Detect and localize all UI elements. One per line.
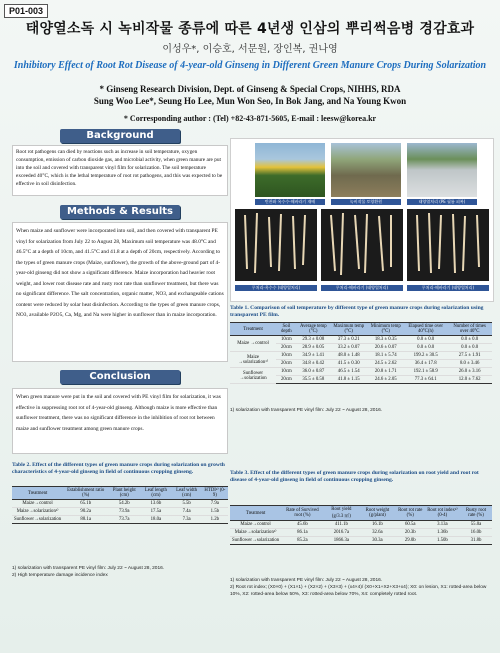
poster-id: P01-003 (4, 4, 48, 18)
photo-soil-incorporation (331, 143, 401, 197)
table2-header: Plant height (cm) (108, 487, 140, 500)
methods-text: When maize and sunflower were incorporated into soil, and then covered with transparent PE vinyl for solarization from July 22 to August 28, Maximum soil temperature was 48.0°C and 46.5°C at a depth of 10cm, and 41.5°C and 41.8 at a depth of 20cm, respectively. According to the types of green manure crops (Maize, sunflower), the growth of the above-ground part of 4-year-old ginseng did not show a significant difference. Maize incorporation had heavier root weight, and lower root disease rate and rusty root rate than sunflower treatment, but there was no significant difference. The salt concentration, organic matter, NO3, and exchangeable cations content were reduced by solar heat disinfection. According to the types of green manure crops, NO3, available P2O5, Ca, Mg, and Na were higher in sunflower than in maize incorporation. (12, 222, 228, 362)
roots-illustration-3 (407, 209, 489, 281)
table3-title: Table 3. Effect of the different types of green manure crops during solarization on root yield and root rot disease of 4-year-old ginseng in field of continuous cropping ginseng. (230, 470, 479, 484)
table3-note: 2) Root rot index; (X0×0) + (X1×1) + (X2×2) + (X3×3) + (x4×4)/ (X0+X1+X2+X3+x4); X0: on lesion, X1: rotted-area below 10%, X2: rotted-area below 50%, X3: rotted-area below 70%, X4: completely rotted root. (230, 584, 487, 597)
table1-note: 1) solarization with transparent PE vinyl film: July 22 ~ August 28, 2016. (230, 408, 383, 413)
table-row: Maize→control 65.1b 54.2b 13.6b 5.5b 7.9a (12, 500, 228, 508)
table-row: Maize →control 10cm 29.3 ± 0.08 37.3 ± 0.21 18.3 ± 0.35 0.0 ± 0.0 0.0 ± 0.0 (230, 336, 492, 344)
caption-bottom-1: 무처리-옥수수 (태양열처리) (235, 285, 317, 291)
table2-note: 2) High temperature damage incidence index (12, 572, 108, 578)
table-row: Maize→solarization¹⁾ 86.1a 2016.7a 32.6a 20.3b 1.36b 16.0b (230, 529, 492, 537)
background-heading: Background (60, 129, 180, 143)
institution: * Ginseng Research Division, Dept. of Ginseng & Special Crops, NIHHS, RDA (99, 84, 401, 94)
caption-top-2: 녹비작물 토양환원 (331, 199, 401, 205)
table-row: 20cm 28.9 ± 0.05 33.2 ± 0.07 20.6 ± 0.07 0.0 ± 0.0 0.0 ± 0.0 (230, 344, 492, 352)
table1-header: Elapsed time over 40°C(h) (404, 323, 447, 336)
table2-note: 1) solarization with transparent PE vinyl film: July 22 ~ August 28, 2016. (12, 566, 165, 571)
table3-notes (230, 578, 492, 599)
table-row: Maize→solarization¹⁾ 90.2a 73.9a 17.5a 7.4a 1.5b (12, 508, 228, 516)
table1-title: Table 1. Comparison of soil temperature by different type of green manure crops during solarization using transparent PE film. (230, 305, 484, 319)
conclusion-heading: Conclusion (60, 370, 180, 384)
table2-title: Table 2. Effect of the different types of green manure crops during solarization on growth characteristics of 4-year-old ginseng in field of continuous cropping ginseng. (12, 462, 225, 476)
table1-header: Soil depth (276, 323, 297, 336)
title-english: Inhibitory Effect of Root Rot Disease of 4-year-old Ginseng in Different Green Manure Crops During Solarization (13, 60, 487, 71)
table1 (230, 322, 492, 384)
table2-notes (12, 566, 228, 580)
table1-header: Minimum temp (°C) (367, 323, 404, 336)
table-row: 20cm 34.8 ± 0.42 41.5 ± 0.30 24.5 ± 2.62 36.4 ± 17.8 8.0 ± 3.46 (230, 360, 492, 368)
table1-header: Maximum temp (°C) (330, 323, 367, 336)
table-row: Sunflower→solarization 85.2a 1866.3a 30.3a 29.0b 1.50b 31.8b (230, 537, 492, 545)
table3 (230, 505, 492, 545)
roots-illustration-1 (235, 209, 317, 281)
table-row: Maize →solarization¹⁾ 10cm 34.9 ± 1.41 48.0 ± 1.48 18.1 ± 5.74 199.2 ± 30.5 27.5 ± 1.91 (230, 352, 492, 360)
photo-pe-film (407, 143, 477, 197)
corresponding-author: * Corresponding author : (Tel) +82-43-871-5605, E-mail : leesw@korea.kr (123, 114, 377, 123)
table1-header: Treatment (230, 323, 276, 336)
table3-header: Root yield (g/3.3 ㎡) (324, 506, 360, 521)
table3-header: Treatment (230, 506, 281, 521)
photo-roots-3 (407, 209, 489, 281)
caption-bottom-2: 무처리-해바라기 (태양열처리) (321, 285, 403, 291)
table2-header: Treatment (12, 487, 63, 500)
table2-header: HTDI²⁾ (0-9) (202, 487, 228, 500)
caption-top-3: 태양열처리 (PE 필름 피복) (407, 199, 477, 205)
conclusion-text: When green manure were put in the soil and covered with PE vinyl film for solarization, it was effective in suppressing root rot of 4-year-old ginseng. Although maize is more effective than sunflower treatment, there was no significant difference in the inhibition of root rot between maize and sunflower treatment among green manure crops. (12, 388, 228, 454)
table3-header: Rusty root rate (%) (460, 506, 492, 521)
table3-header: Root rot rate (%) (396, 506, 425, 521)
photo-roots-2 (321, 209, 403, 281)
photo-sunflower-field (255, 143, 325, 197)
table-row: Sunflower→solarization 88.1a 73.7a 18.0a 7.3a 1.2b (12, 516, 228, 524)
table2-header: Leaf length (cm) (140, 487, 171, 500)
title-korean: 태양열소독 시 녹비작물 종류에 따른 4년생 인삼의 뿌리썩음병 경감효과 (25, 21, 475, 37)
methods-heading: Methods & Results (60, 205, 180, 219)
table3-header: Rate of Survived root (%) (281, 506, 323, 521)
photo-roots-1 (235, 209, 317, 281)
table-row: Sunflower →solarization 10cm 36.0 ± 0.87 46.5 ± 1.54 20.8 ± 1.71 192.1 ± 58.9 26.0 ± 3.16 (230, 368, 492, 376)
table-row: 20cm 35.5 ± 0.58 41.8 ± 1.15 24.6 ± 2.05 77.3 ± 64.1 12.0 ± 7.62 (230, 376, 492, 384)
table2-header: Leaf width (cm) (172, 487, 202, 500)
photo-panel (230, 138, 494, 302)
roots-illustration-2 (321, 209, 403, 281)
table1-header: Number of times over 40°C (447, 323, 492, 336)
authors-english: Sung Woo Lee*, Seung Ho Lee, Mun Won Seo, In Bok Jang, and Na Young Kwon (93, 96, 407, 106)
caption-bottom-3: 무처리-해바라기 (태양열처리) (407, 285, 489, 291)
table1-header: Average temp (°C) (297, 323, 330, 336)
table-row: Maize→control 45.6b 411.1b 16.1b 60.5a 3.13a 55.0a (230, 521, 492, 529)
table3-header: Root weight (g/plant) (359, 506, 396, 521)
authors-korean: 이성우*, 이승호, 서문원, 장인복, 권나영 (162, 44, 338, 55)
caption-top-1: 반찬좌 옥수수-해바라기 재배 (255, 199, 325, 205)
table3-note: 1) solarization with transparent PE vinyl film: July 22 ~ August 28, 2016. (230, 578, 383, 583)
table2 (12, 486, 228, 524)
background-text: Root rot pathogens can died by reactions such as increase in soil temperature, oxygen consumption, emission of carbon dioxide gas, and microbial activity, when green manure are put into the soil and covered with transparent vinyl film for solarization. The soil temperature exceeded 40°C, which is the lethal temperature of root rot pathogens, and this was expected to be effective in soil disinfection. (12, 145, 228, 196)
table3-header: Root rot index²⁾ (0-4) (425, 506, 460, 521)
table2-header: Establishment ratio (%) (63, 487, 108, 500)
